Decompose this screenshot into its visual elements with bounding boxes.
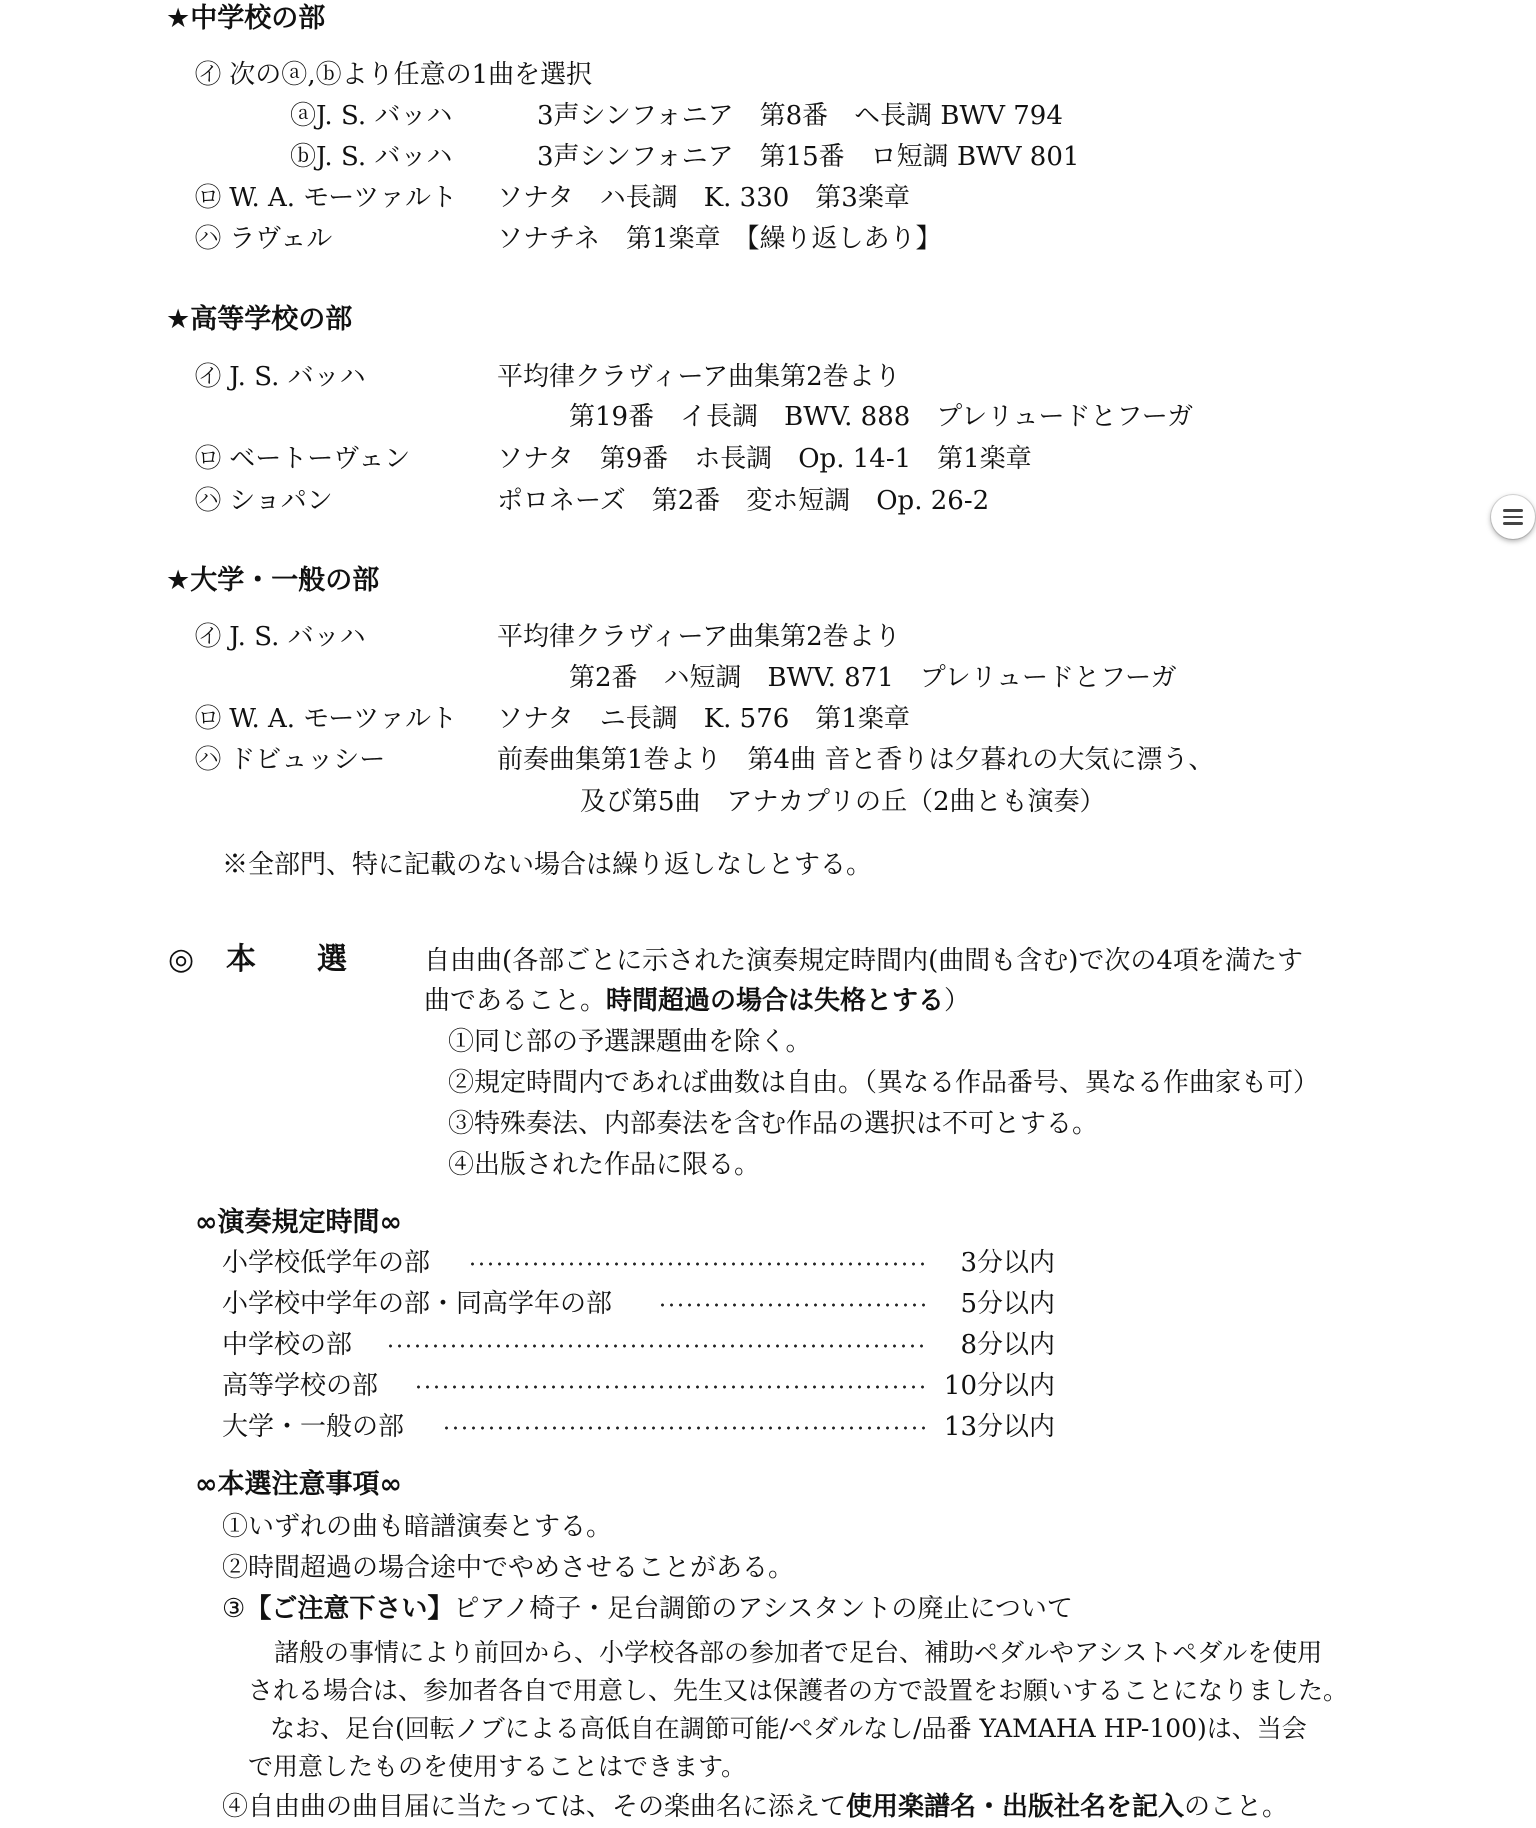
university-option-ha: ㋩ ドビュッシー	[195, 745, 386, 775]
time-limit-value: 3分以内	[960, 1248, 1055, 1278]
hamburger-menu-icon	[1503, 509, 1523, 525]
note-all-divisions: ※全部門、特に記載のない場合は繰り返しなしとする。	[222, 850, 873, 880]
composer: ドビュッシー	[229, 745, 386, 775]
composer: J. S. バッハ	[316, 142, 453, 172]
final-condition-4: ④出版された作品に限る。	[448, 1150, 761, 1180]
leader-dots	[442, 1426, 928, 1430]
high-school-option-ro-piece: ソナタ 第9番 ホ長調 Op. 14-1 第1楽章	[497, 444, 1032, 474]
final-notes-heading: ∞本選注意事項∞	[195, 1469, 402, 1500]
final-condition-1: ①同じ部の予選課題曲を除く。	[448, 1027, 812, 1057]
junior-high-option-ha: ㋩ ラヴェル	[195, 224, 333, 254]
junior-high-option-ro: ㋺ W. A. モーツァルト	[195, 183, 457, 213]
final-note-4: ④自由曲の曲目届に当たっては、その楽曲名に添えて使用楽譜名・出版社名を記入のこと。	[222, 1792, 1289, 1822]
option-i-mark: ㋑	[195, 60, 222, 90]
junior-high-option-a: ⓐJ. S. バッハ	[290, 101, 453, 131]
attention-label: 【ご注意下さい】	[245, 1594, 454, 1624]
final-description-line1: 自由曲(各部ごとに示された演奏規定時間内(曲間も含む)で次の4項を満たす	[424, 946, 1303, 976]
high-school-heading: ★高等学校の部	[166, 304, 353, 335]
composer: ショパン	[229, 486, 333, 516]
final-note-2: ②時間超過の場合途中でやめさせることがある。	[222, 1553, 795, 1583]
final-heading-2: 選	[317, 942, 347, 977]
leader-dots	[658, 1303, 928, 1307]
disqualification-notice: 時間超過の場合は失格とする	[606, 986, 945, 1016]
university-option-ro-piece: ソナタ ニ長調 K. 576 第1楽章	[497, 704, 910, 734]
university-option-i-piece: 平均律クラヴィーア曲集第2巻より	[497, 622, 901, 652]
junior-high-heading: ★中学校の部	[166, 3, 326, 34]
final-note-3-paragraph1-line1: 諸般の事情により前回から、小学校各部の参加者で足台、補助ペダルやアシストペダルを使用	[274, 1638, 1323, 1667]
time-limit-label: 高等学校の部	[222, 1371, 379, 1401]
composer: ベートーヴェン	[229, 444, 411, 474]
time-limit-label: 小学校中学年の部・同高学年の部	[222, 1289, 613, 1319]
university-option-ha-piece: 前奏曲集第1巻より 第4曲 音と香りは夕暮れの大気に漂う、	[497, 745, 1215, 775]
time-limit-value: 10分以内	[943, 1371, 1055, 1401]
final-mark: ◎	[168, 942, 195, 977]
junior-high-option-i: ㋑ 次のⓐ,ⓑより任意の1曲を選択	[195, 60, 593, 90]
time-limit-value: 5分以内	[960, 1289, 1055, 1319]
high-school-option-ha-piece: ポロネーズ 第2番 変ホ短調 Op. 26-2	[497, 486, 990, 516]
time-limit-value: 8分以内	[960, 1330, 1055, 1360]
university-option-ha-piece-detail: 及び第5曲 アナカプリの丘（2曲とも演奏）	[580, 787, 1106, 817]
university-option-i-piece-detail: 第2番 ハ短調 BWV. 871 プレリュードとフーガ	[569, 663, 1177, 693]
composer: J. S. バッハ	[316, 101, 453, 131]
high-school-option-ha: ㋩ ショパン	[195, 486, 333, 516]
high-school-option-ro: ㋺ ベートーヴェン	[195, 444, 411, 474]
composer: W. A. モーツァルト	[229, 183, 457, 213]
time-limit-value: 13分以内	[943, 1412, 1055, 1442]
university-heading: ★大学・一般の部	[166, 565, 380, 596]
leader-dots	[468, 1262, 928, 1266]
high-school-option-i-piece: 平均律クラヴィーア曲集第2巻より	[497, 362, 901, 392]
junior-high-option-b: ⓑJ. S. バッハ	[290, 142, 453, 172]
final-heading-1: 本	[226, 942, 256, 977]
leader-dots	[386, 1344, 928, 1348]
score-publisher-requirement: 使用楽譜名・出版社名を記入	[846, 1792, 1185, 1822]
floating-menu-button[interactable]	[1491, 495, 1535, 539]
junior-high-option-ro-piece: ソナタ ハ長調 K. 330 第3楽章	[497, 183, 910, 213]
composer: W. A. モーツァルト	[229, 704, 457, 734]
time-limits-heading: ∞演奏規定時間∞	[195, 1207, 402, 1238]
time-limit-label: 大学・一般の部	[222, 1412, 405, 1442]
final-note-3-paragraph2-line2: で用意したものを使用することはできます。	[248, 1752, 747, 1781]
junior-high-option-b-piece: 3声シンフォニア 第15番 ロ短調 BWV 801	[537, 142, 1080, 172]
high-school-option-i-piece-detail: 第19番 イ長調 BWV. 888 プレリュードとフーガ	[569, 402, 1194, 432]
final-description-line2: 曲であること。時間超過の場合は失格とする）	[424, 986, 971, 1016]
time-limit-label: 中学校の部	[222, 1330, 353, 1360]
final-condition-3: ③特殊奏法、内部奏法を含む作品の選択は不可とする。	[448, 1109, 1099, 1139]
composer: J. S. バッハ	[229, 622, 366, 652]
final-note-3-paragraph1-line2: される場合は、参加者各自で用意し、先生又は保護者の方で設置をお願いすることになりました。	[248, 1676, 1349, 1705]
junior-high-option-a-piece: 3声シンフォニア 第8番 ヘ長調 BWV 794	[537, 101, 1063, 131]
junior-high-option-ha-piece: ソナチネ 第1楽章 【繰り返しあり】	[497, 224, 942, 254]
high-school-option-i: ㋑ J. S. バッハ	[195, 362, 366, 392]
composer: J. S. バッハ	[229, 362, 366, 392]
final-condition-2: ②規定時間内であれば曲数は自由。（異なる作品番号、異なる作曲家も可）	[448, 1068, 1320, 1098]
university-option-ro: ㋺ W. A. モーツァルト	[195, 704, 457, 734]
final-note-3: ③【ご注意下さい】ピアノ椅子・足台調節のアシスタントの廃止について	[222, 1594, 1073, 1624]
university-option-i: ㋑ J. S. バッハ	[195, 622, 366, 652]
time-limit-label: 小学校低学年の部	[222, 1248, 431, 1278]
final-note-3-paragraph2-line1: なお、足台(回転ノブによる高低自在調節可能/ペダルなし/品番 YAMAHA HP-100)は、当会	[270, 1714, 1307, 1743]
leader-dots	[414, 1385, 928, 1389]
composer: ラヴェル	[229, 224, 333, 254]
final-note-1: ①いずれの曲も暗譜演奏とする。	[222, 1512, 613, 1542]
